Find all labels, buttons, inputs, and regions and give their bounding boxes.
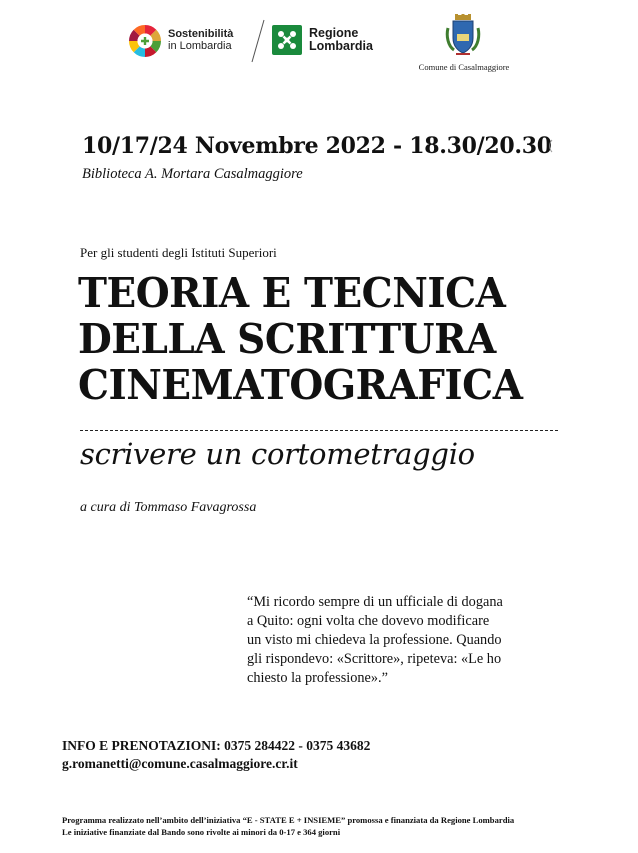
regione-lombardia-logo	[272, 25, 392, 57]
course-title	[78, 270, 553, 408]
regione-lombardia-text	[309, 27, 373, 53]
event-venue: Biblioteca A. Mortara Casalmaggiore	[82, 166, 303, 182]
decorative-mark-icon	[548, 138, 554, 154]
sostenibilita-logo	[128, 24, 246, 58]
booking-info: INFO E PRENOTAZIONI: 0375 284422 - 0375 43682	[62, 738, 371, 753]
course-title-line-1: TEORIA E TECNICA	[78, 269, 506, 317]
title-divider	[80, 430, 558, 431]
course-title-line-3: CINEMATOGRAFICA	[78, 361, 523, 409]
regione-flower-icon	[272, 25, 302, 55]
regione-logo-line2: Lombardia	[309, 39, 373, 53]
course-title-line-2: DELLA SCRITTURA	[78, 315, 496, 363]
sostenibilita-logo-line1: Sostenibilità	[168, 28, 234, 40]
regione-lombardia-mark	[272, 25, 302, 55]
coat-of-arms-icon	[444, 14, 482, 58]
event-audience: Per gli studenti degli Istituti Superiori	[80, 245, 277, 260]
course-subtitle: scrivere un cortometraggio	[80, 437, 475, 471]
footer-program-note: Programma realizzato nell’ambito dell’iniziativa “E - STATE E + INSIEME” promossa e finanziata da Regione Lombardia	[62, 815, 515, 825]
quote-line-5: chiesto la professione».”	[247, 670, 388, 686]
quote-line-2: a Quito: ogni volta che dovevo modificare	[247, 613, 490, 629]
sdg-wheel-icon	[128, 24, 162, 58]
quote-line-1: “Mi ricordo sempre di un ufficiale di dogana	[247, 594, 503, 610]
quote-line-4: gli rispondevo: «Scrittore», ripeteva: «Le ho	[247, 651, 502, 667]
quote-line-3: un visto mi chiedeva la professione. Quando	[247, 632, 502, 648]
regione-logo-line1: Regione	[309, 26, 359, 40]
comune-logo	[414, 14, 514, 74]
event-dates: 10/17/24 Novembre 2022 - 18.30/20.30	[82, 133, 552, 159]
sostenibilita-logo-line2: in Lombardia	[168, 40, 232, 52]
footer-eligibility-note: Le iniziative finanziate dal Bando sono rivolte ai minori da 0-17 e 364 giorni	[62, 827, 341, 837]
logo-divider	[248, 18, 268, 64]
comune-caption: Comune di Casalmaggiore	[418, 62, 510, 72]
curator-credit: a cura di Tommaso Favagrossa	[80, 500, 257, 515]
sostenibilita-logo-text	[168, 28, 233, 52]
contact-email[interactable]: g.romanetti@comune.casalmaggiore.cr.it	[62, 756, 298, 771]
quote-block	[247, 593, 577, 688]
